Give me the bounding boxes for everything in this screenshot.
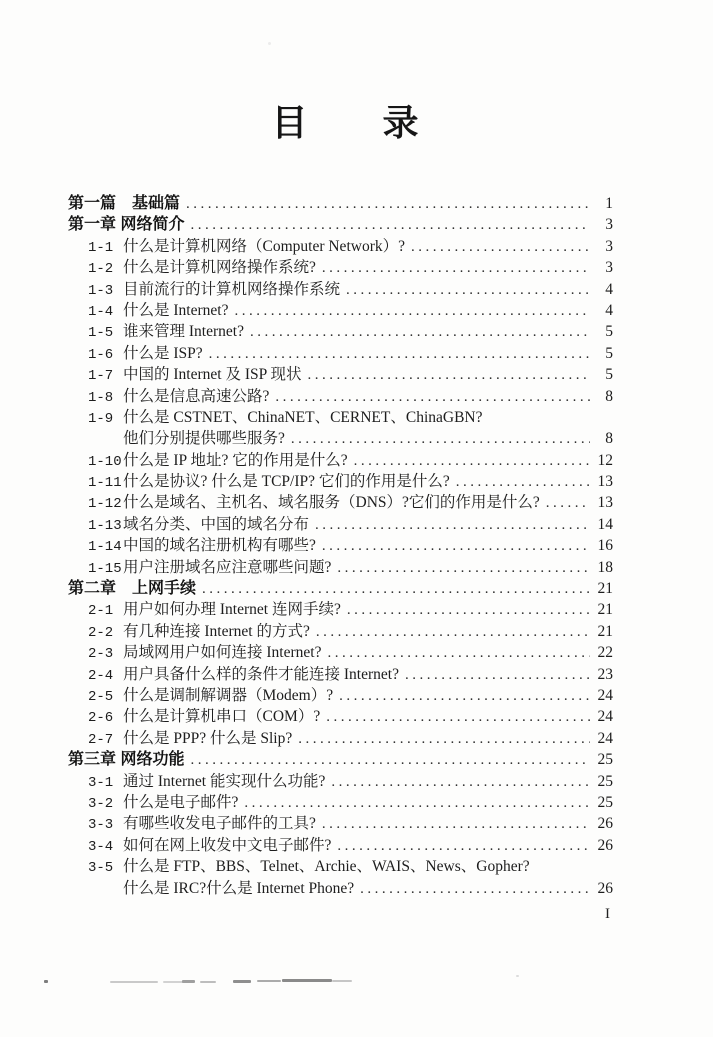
scan-artifact-smudge	[282, 979, 332, 982]
entry-title: 什么是 CSTNET、ChinaNET、CERNET、ChinaGBN?	[123, 408, 483, 426]
page-title: 目 录	[271, 102, 420, 143]
entry-title: 第三章 网络功能	[68, 751, 185, 769]
scan-artifact-smudge	[233, 980, 251, 983]
entry-title: 有几种连接 Internet 的方式?	[123, 622, 310, 640]
entry-page: 22	[597, 644, 613, 662]
entry-page: 21	[597, 601, 613, 619]
toc-entry	[68, 771, 613, 792]
entry-title: 什么是 IRC?什么是 Internet Phone?	[123, 879, 355, 897]
entry-number: 2-5	[88, 688, 114, 705]
dot-leader	[411, 237, 590, 258]
toc-entry	[68, 728, 613, 749]
entry-number: 1-10	[88, 453, 122, 470]
dot-leader	[209, 344, 590, 365]
entry-page: 21	[597, 622, 613, 640]
dot-leader	[339, 686, 590, 707]
dot-leader	[354, 451, 590, 472]
scan-artifact-speck-top	[268, 42, 271, 45]
toc-entry	[68, 492, 613, 513]
entry-page: 26	[597, 879, 613, 897]
dot-leader	[326, 707, 590, 728]
entry-number: 2-3	[88, 646, 114, 663]
toc-entry	[68, 300, 613, 321]
dot-leader	[327, 643, 590, 664]
entry-title: 谁来管理 Internet?	[123, 323, 244, 341]
dot-leader	[331, 772, 590, 793]
entry-page: 4	[605, 301, 613, 319]
toc-entry	[68, 599, 613, 620]
entry-number: 2-7	[88, 731, 114, 748]
entry-title: 他们分别提供哪些服务?	[123, 430, 285, 448]
toc-entry	[68, 706, 613, 727]
toc-entry-part	[68, 193, 613, 214]
toc-entry	[68, 557, 613, 578]
entry-page: 5	[605, 323, 613, 341]
dot-leader	[190, 750, 590, 771]
dot-leader	[308, 365, 590, 386]
entry-title: 什么是协议? 什么是 TCP/IP? 它们的作用是什么?	[123, 473, 450, 491]
dot-leader	[337, 836, 590, 857]
entry-page: 3	[605, 216, 613, 234]
toc-entry	[68, 257, 613, 278]
scan-artifact-smudge	[257, 980, 281, 982]
entry-page: 26	[597, 836, 613, 854]
entry-page: 1	[605, 195, 613, 212]
entry-title: 什么是调制解调器（Modem）?	[123, 686, 334, 704]
toc-entry	[68, 535, 613, 556]
entry-number: 2-1	[88, 603, 114, 620]
entry-title: 什么是 PPP? 什么是 Slip?	[123, 729, 293, 747]
dot-leader	[291, 429, 590, 450]
toc-entry	[68, 514, 613, 535]
toc-entry	[68, 364, 613, 385]
toc-entry	[68, 407, 613, 428]
entry-page: 25	[597, 772, 613, 790]
entry-number: 1-5	[88, 325, 114, 342]
entry-title: 用户注册域名应注意哪些问题?	[123, 558, 332, 576]
entry-number: 1-12	[88, 496, 122, 513]
dot-leader	[337, 558, 590, 579]
entry-number: 1-6	[88, 346, 114, 363]
entry-title: 什么是域名、主机名、域名服务（DNS）?它们的作用是什么?	[123, 494, 540, 512]
entry-page: 25	[597, 751, 613, 769]
entry-number: 3-2	[88, 795, 114, 812]
entry-page: 13	[597, 473, 613, 491]
entry-number: 1-7	[88, 368, 114, 385]
entry-title: 如何在网上收发中文电子邮件?	[123, 836, 332, 854]
dot-leader	[322, 536, 590, 557]
dot-leader	[346, 280, 590, 301]
entry-number: 2-2	[88, 624, 114, 641]
entry-title: 域名分类、中国的域名分布	[123, 515, 310, 533]
dot-leader	[405, 665, 590, 686]
entry-page: 25	[597, 793, 613, 811]
entry-number: 1-4	[88, 303, 114, 320]
toc-entry	[68, 343, 613, 364]
entry-title: 什么是 IP 地址? 它的作用是什么?	[123, 451, 348, 469]
entry-title: 中国的域名注册机构有哪些?	[123, 537, 316, 555]
dot-leader	[315, 515, 590, 536]
toc-entry	[68, 792, 613, 813]
entry-title: 什么是 ISP?	[123, 344, 203, 362]
entry-page: 3	[605, 237, 613, 255]
entry-title: 有哪些收发电子邮件的工具?	[123, 815, 316, 833]
scan-artifact-smudge	[200, 981, 216, 983]
entry-page: 26	[597, 815, 613, 833]
dot-leader	[360, 879, 590, 900]
scan-artifact-smudge	[332, 980, 352, 982]
entry-title: 什么是计算机网络操作系统?	[123, 259, 316, 277]
entry-page: 8	[605, 430, 613, 448]
toc-entry	[68, 856, 613, 877]
entry-number: 3-4	[88, 838, 114, 855]
dot-leader	[546, 493, 590, 514]
entry-page: 5	[605, 344, 613, 362]
entry-title: 用户如何办理 Internet 连网手续?	[123, 601, 341, 619]
entry-title: 什么是信息高速公路?	[123, 387, 270, 405]
entry-page: 18	[597, 558, 613, 576]
dot-leader	[322, 258, 590, 279]
entry-title: 用户具备什么样的条件才能连接 Internet?	[123, 665, 399, 683]
entry-page: 8	[605, 387, 613, 405]
scan-artifact-smudge	[182, 980, 195, 983]
entry-page: 24	[597, 708, 613, 726]
entry-number: 1-1	[88, 239, 114, 256]
entry-number: 2-6	[88, 710, 114, 727]
entry-title: 通过 Internet 能实现什么功能?	[123, 772, 326, 790]
dot-leader	[190, 215, 590, 236]
entry-page: 16	[597, 537, 613, 555]
dot-leader	[202, 579, 590, 600]
toc-entry	[68, 835, 613, 856]
entry-page: 24	[597, 686, 613, 704]
entry-title: 目前流行的计算机网络操作系统	[123, 280, 341, 298]
toc-entry	[68, 813, 613, 834]
dot-leader	[250, 322, 590, 343]
entry-number: 1-13	[88, 517, 122, 534]
toc-entry-chapter	[68, 214, 613, 235]
entry-number: 2-4	[88, 667, 114, 684]
entry-page: 4	[605, 280, 613, 298]
dot-leader	[298, 729, 590, 750]
entry-title: 什么是计算机串口（COM）?	[123, 708, 321, 726]
dot-leader	[456, 472, 590, 493]
entry-page: 5	[605, 366, 613, 384]
entry-page: 3	[605, 259, 613, 277]
entry-number: 1-8	[88, 389, 114, 406]
dot-leader	[322, 814, 590, 835]
toc-entry-chapter	[68, 749, 613, 770]
toc-entry	[68, 450, 613, 471]
entry-page: 14	[597, 515, 613, 533]
dot-leader	[347, 600, 590, 621]
entry-number: 1-15	[88, 560, 122, 577]
dot-leader	[316, 622, 590, 643]
scan-artifact-dot-left	[44, 980, 48, 983]
entry-title: 局域网用户如何连接 Internet?	[123, 644, 322, 662]
entry-page: 21	[597, 580, 613, 598]
dot-leader	[244, 793, 590, 814]
toc-entry	[68, 386, 613, 407]
dot-leader	[186, 194, 590, 215]
entry-number: 1-9	[88, 410, 114, 427]
entry-page: 12	[597, 451, 613, 469]
toc-entry	[68, 621, 613, 642]
scan-artifact-smudge	[110, 981, 158, 983]
entry-page: 13	[597, 494, 613, 512]
toc-entry-chapter	[68, 578, 613, 599]
dot-leader	[234, 301, 590, 322]
toc-entry	[68, 236, 613, 257]
toc-entry	[68, 642, 613, 663]
entry-number: 3-3	[88, 817, 114, 834]
scan-artifact-speck-right	[516, 975, 519, 977]
entry-number: 1-3	[88, 282, 114, 299]
toc-entry	[68, 321, 613, 342]
entry-number: 1-11	[88, 475, 122, 492]
entry-number: 1-14	[88, 539, 122, 556]
toc-entry	[68, 664, 613, 685]
entry-number: 3-1	[88, 774, 114, 791]
toc-entry	[68, 685, 613, 706]
entry-title: 什么是 FTP、BBS、Telnet、Archie、WAIS、News、Gopher?	[123, 858, 530, 876]
toc-list	[68, 193, 613, 899]
toc-entry-continuation	[68, 878, 613, 899]
entry-title: 第一章 网络简介	[68, 216, 185, 234]
toc-entry	[68, 471, 613, 492]
dot-leader	[275, 387, 590, 408]
entry-title: 什么是 Internet?	[123, 301, 229, 319]
entry-title: 中国的 Internet 及 ISP 现状	[123, 366, 302, 384]
page-number: I	[605, 906, 610, 922]
toc-entry-continuation	[68, 428, 613, 449]
entry-title: 第一篇 基础篇	[68, 195, 181, 212]
entry-title: 第二章 上网手续	[68, 580, 197, 598]
toc-entry	[68, 279, 613, 300]
entry-number: 1-2	[88, 261, 114, 278]
entry-number: 3-5	[88, 860, 114, 877]
entry-title: 什么是电子邮件?	[123, 793, 239, 811]
entry-title: 什么是计算机网络（Computer Network）?	[123, 237, 405, 255]
entry-page: 23	[597, 665, 613, 683]
entry-page: 24	[597, 729, 613, 747]
